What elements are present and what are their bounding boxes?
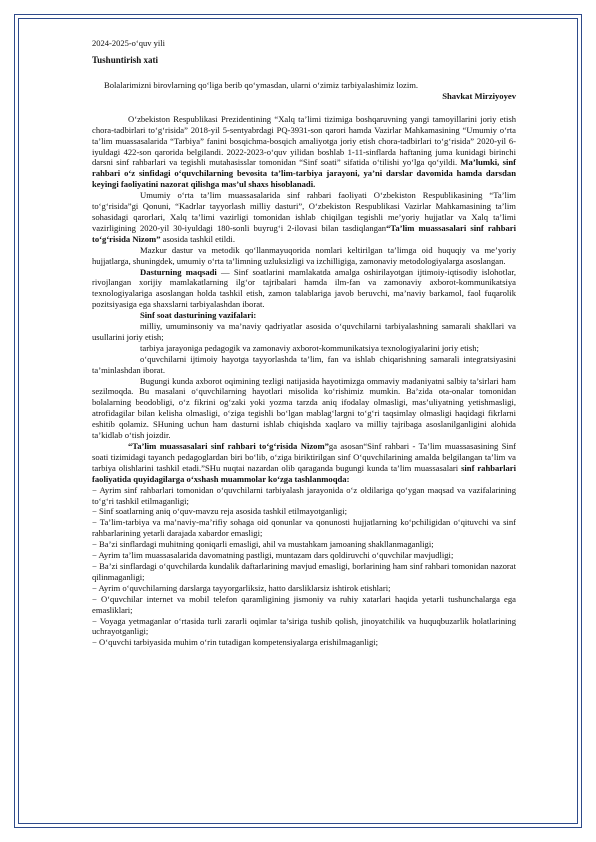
problem-item: − Voyaga yetmaganlar o‘rtasida turli zararli oqimlar ta’siriga tushib qolish, jinoyatchilik va huquqbuzarlik holatlarining uchrayotganligi; <box>92 615 516 637</box>
paragraph-methodology: Mazkur dastur va metodik qo‘llanmayuqorida nomlari keltirilgan ta’limga oid huquqiy va me’yoriy hujjatlarga, shuningdek, umumiy o‘rta ta’limning uzluksizligi va izchilligiga, zamonaviy metodologiyalarga asoslangan. <box>92 244 516 266</box>
problem-item: − Ayrim ta’lim muassasalarida davomatning pastligi, muntazam dars qoldiruvchi o‘quvchilar mavjudligi; <box>92 550 454 561</box>
problem-item: − Ba’zi sinflardagi o‘quvchilarda kundalik daftarlarining mavjud emasligi, borlarining ham sinf rahbari tomonidan nazorat qilinmaganligi; <box>92 560 516 582</box>
problem-item: − Ta’lim-tarbiya va ma’naviy-ma’rifiy sohaga oid qonunlar va qonunosti hujjatlarning ko‘pchiligidan o‘qituvchi va sinf rahbarlarining yetarli darajada xabardor emasligi; <box>92 517 516 539</box>
paragraph-regulation <box>92 441 516 485</box>
paragraph-program-goal <box>92 267 516 311</box>
paragraph-intro <box>92 114 516 190</box>
problem-item: − Ayrim o‘quvchilarning darslarga tayyorgarliksiz, hatto darsliklarsiz ishtirok etishlari; <box>92 582 391 593</box>
problem-item: − O‘quvchilar internet va mobil telefon qaramligining jismoniy va ruhiy xatarlari haqida yetarli tushunchalarga ega emasliklari; <box>92 593 516 615</box>
paragraph-intro-emphasis: Ma’lumki, sinf rahbari o‘z sinfidagi o‘quvchilarning bevosita ta’lim-tarbiya jarayoni, ya’ni darslar davomida hamda darsdan keyingi faoliyatini nazorat qilishga mas’ul shaxs hisoblanadi. <box>92 157 516 190</box>
problem-item: − O‘quvchi tarbiyasida muhim o‘rin tutadigan kompetensiyalarga erishilmaganligi; <box>92 637 379 648</box>
epigraph-author: Shavkat Mirziyoyev <box>442 90 516 101</box>
regulation-text: ga asosan“Sinf rahbari - Ta’lim muassasasining Sinf soati tizimidagi tayanch pedagoglardan biri bo‘lib, o‘ziga biriktirilgan sinf O‘quvchilarining amalda belgilangan ta’lim va tarbiya olishlarini tashkil etadi.”SHu nuqtai nazardan olib qaraganda bugungi kunda ta’lim muassasalari <box>92 441 517 473</box>
problem-item: − Ayrim sinf rahbarlari tomonidan o‘quvchilarni tarbiyalash jarayonida o‘z oldilariga qo‘ygan maqsad va vazifalarining to‘g‘ri tashkil etilmaganligi; <box>92 484 516 506</box>
document-body <box>92 38 516 648</box>
paragraph-intro-text: O‘zbekiston Respublikasi Prezidentining “Xalq ta’limi tizimiga boshqaruvning yangi tamoyillarini joriy etish chora-tadbirlari to‘g‘risida” 2018-yil 5-sentyabrdagi PQ-3931-son qarori hamda Vazirlar Mahkamasining “Umumiy o‘rta ta’lim muassasalarida “Tarbiya” fanini bosqichma-bosqich amaliyotga joriy etish chora-tadbirlari to‘g‘risida” 2020-yil 6-iyuldagi 422-son qarorida belgilandi. 2022-2023-o‘quv yilidan boshlab 1-11-sinflarda haftaning juma kunidagi birinchi darsni sinf rahbarlari va tegishli mutahasisslar tomonidan “Sinf soati” sifatida o‘tilishi yo‘lga qo‘yildi. <box>92 113 516 168</box>
task-item: o‘quvchilarni ijtimoiy hayotga tayyorlashda ta’lim, fan va ishlab chiqarishning samarali integratsiyasini ta’minlashdan iborat. <box>92 353 516 375</box>
task-item: tarbiya jarayoniga pedagogik va zamonaviy axborot-kommunikatsiya texnologiyalarini joriy etish; <box>140 342 479 353</box>
regulation-title: “Ta’lim muassasalari sinf rahbari to‘g‘risida Nizom” <box>128 441 329 451</box>
document-title: Tushuntirish xati <box>92 55 158 65</box>
legal-basis-tail: asosida tashkil etildi. <box>160 233 235 244</box>
legal-basis-text: Umumiy o‘rta ta’lim muassasalarida sinf rahbari faoliyati O‘zbekiston Respublikasining “Ta’lim to‘g‘risida”gi Qonuni, “Kadrlar tayyorlash milliy dasturi”, O‘zbekiston Respublikasi Vazirlar Mahkamasining ta’lim sohasidagi qarorlari, Xalq ta’limi vazirligi tomonidan ishlab chiqilgan tegishli me’yoriy hujjatlar va Xalq ta’limi vazirligining 2020-yil 30-iyuldagi 180-sonli buyrug‘i 2-ilovasi bilan tasdiqlangan <box>92 190 516 233</box>
task-item: milliy, umuminsoniy va ma’naviy qadriyatlar asosida o‘quvchilarni tarbiyalashning samarali shakllari va usullarini joriy etish; <box>92 321 516 342</box>
problem-item: − Ba’zi sinflardagi muhitning qoniqarli emasligi, ahil va mustahkam jamoaning shakllanmaganligi; <box>92 539 434 550</box>
tasks-heading: Sinf soat dasturining vazifalari: <box>140 310 257 321</box>
program-goal-text: — Sinf soatlarini mamlakatda amalga oshirilayotgan ijtimoiy-iqtisodiy islohotlar, rivojlangan xorijiy mamlakatlarning ilg‘or tajribalari hamda ilm-fan va zamonaviy axborot-kommunikatsiya texnologiyalariga asoslangan holda tashkil etish, zamon talablariga javob beruvchi, ma’naviy barkamol, faol fuqarolik pozitsiyasiga ega shaxslarni tarbiyalashdan iborat. <box>92 266 516 310</box>
academic-year: 2024-2025-o‘quv yili <box>92 38 165 48</box>
paragraph-legal-basis <box>92 190 516 245</box>
paragraph-mass-culture: Bugungi kunda axborot oqimining tezligi natijasida hayotimizga ommaviy madaniyatni salbiy ta’sirlari ham sezilmoqda. Bu masalani o‘quvchilarning hayotlari misolida ko‘rishimiz mumkin. Ba’zida ota-onalar tomonidan bolalarning beodobligi, o‘z fikrini og‘zaki yoki yozma tarzda aniq ifodalay olmasligi, mas’uliyatning yetishmasligi, atrofidagilar bilan kelisha olmasligi, o‘ziga tegishli bo‘lgan mablag‘largni to‘g‘ri taqsimlay olmasligi haqidagi fikrlarni eshitib qolamiz. SHuning uchun ham dasturni ishlab chiqishda xaqlaro va milliy tajribaga asoslanilganligini alohida ta’kidlab o‘tish joizdir. <box>92 375 516 441</box>
problem-item: − Sinf soatlarning aniq o‘quv-mavzu reja asosida tashkil etilmayotganligi; <box>92 506 347 517</box>
problems-heading: sinf rahbarlari faoliyatida quyidagilarga o‘xshash muammolar ko‘zga tashlanmoqda: <box>92 462 516 484</box>
legal-basis-regulation: “Ta’lim muassasalari sinf rahbari to‘g‘risida Nizom” <box>92 222 516 244</box>
program-goal-label: Dasturning maqsadi <box>140 266 217 277</box>
epigraph-quote: Bolalarimizni birovlarning qo‘liga berib qo‘ymasdan, ularni o‘zimiz tarbiyalashimiz lozim. <box>104 80 419 90</box>
